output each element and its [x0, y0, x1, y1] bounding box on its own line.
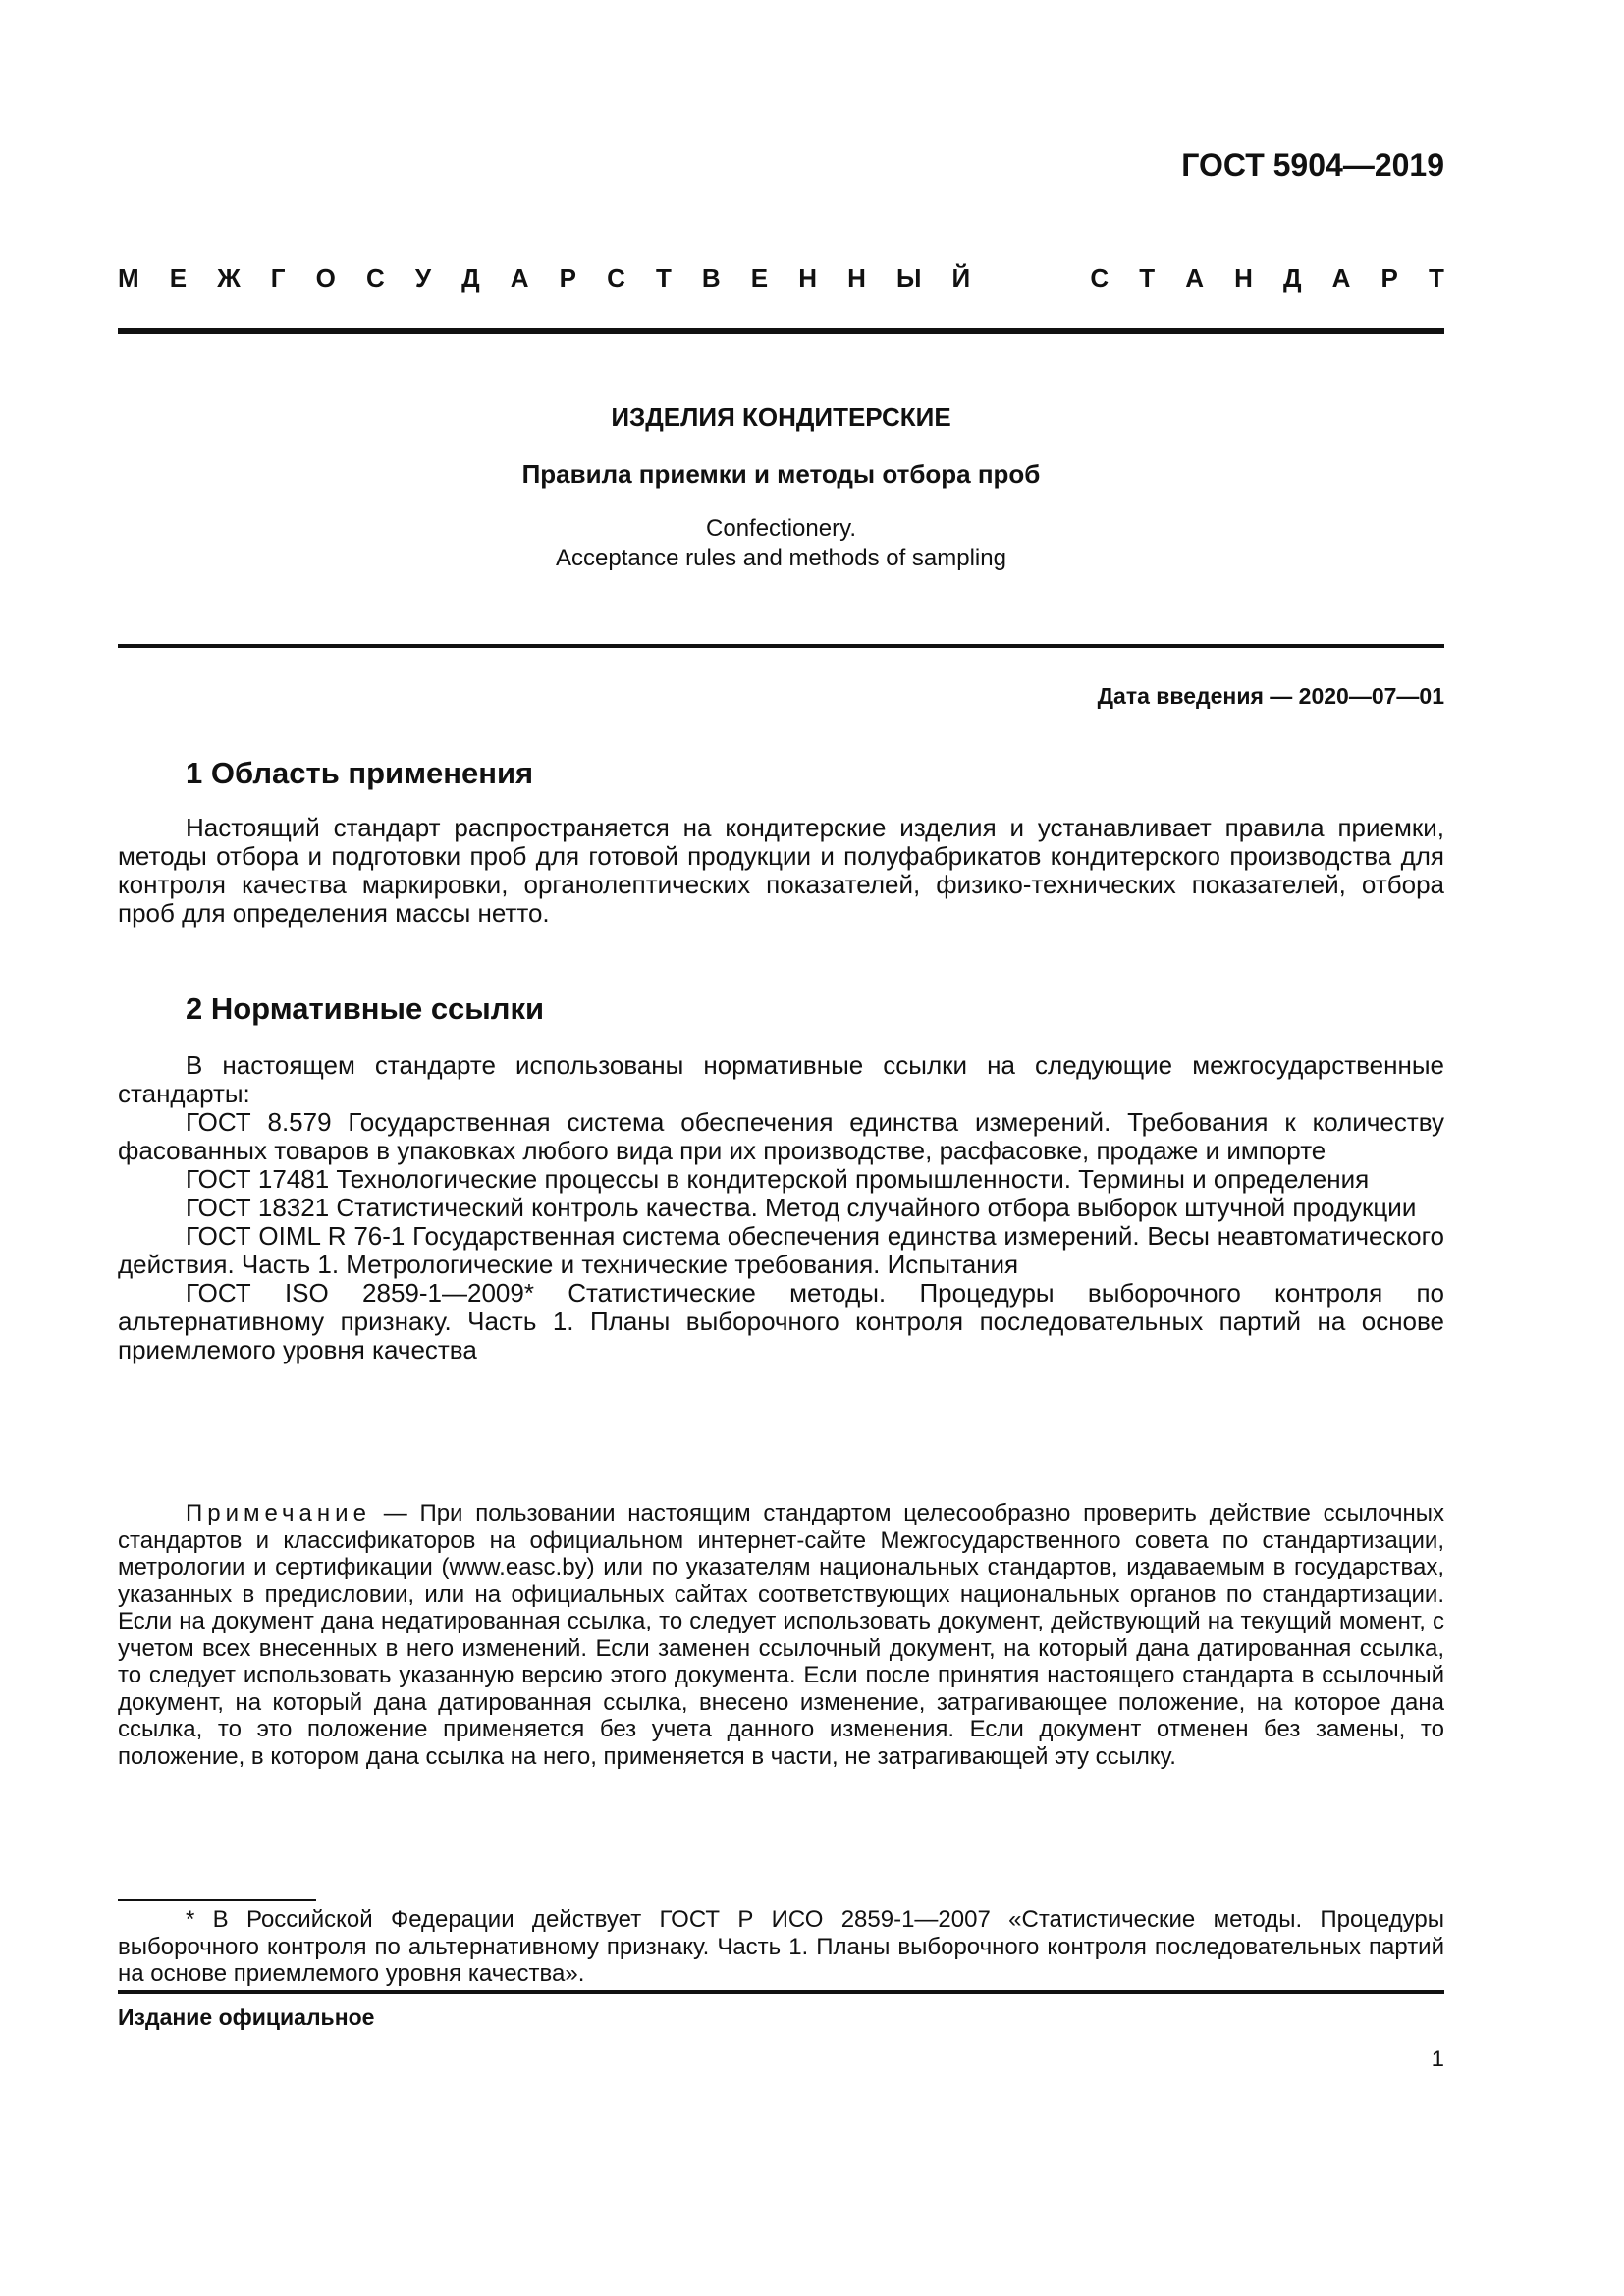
- footnote: * В Российской Федерации действует ГОСТ Р ИСО 2859-1—2007 «Статистические методы. Процедуры выборочного контроля по альтернативному признаку. Часть 1. Планы выборочного контроля последовательных партий на основе приемлемого уровня качества».: [118, 1906, 1444, 1987]
- section-2-heading: 2 Нормативные ссылки: [186, 991, 545, 1026]
- banner-letter: Т: [1139, 263, 1156, 293]
- reference-item: ГОСТ ISO 2859-1—2009* Статистические методы. Процедуры выборочного контроля по альтернативному признаку. Часть 1. Планы выборочного контроля последовательных партий на основе приемлемого уровня качества: [118, 1278, 1444, 1364]
- reference-item: ГОСТ 18321 Статистический контроль качества. Метод случайного отбора выборок штучной продукции: [186, 1193, 1417, 1222]
- banner-letter: Р: [1380, 263, 1398, 293]
- page-number: 1: [1431, 2046, 1444, 2072]
- banner-letter: Ы: [895, 263, 922, 293]
- standard-title: ИЗДЕЛИЯ КОНДИТЕРСКИЕ: [611, 402, 951, 432]
- banner-letter: О: [315, 263, 336, 293]
- banner-letter: С: [365, 263, 385, 293]
- banner-letter: А: [1331, 263, 1351, 293]
- introduction-date: Дата введения — 2020—07—01: [1097, 683, 1444, 709]
- footnote-divider: [118, 1899, 316, 1901]
- banner-letter: С: [607, 263, 625, 293]
- banner-letter: М: [118, 263, 139, 293]
- title-divider: [118, 644, 1444, 648]
- note-block: [118, 1500, 1444, 1770]
- banner-letter: У: [414, 263, 432, 293]
- banner-letter: Р: [559, 263, 576, 293]
- banner-letter: В: [701, 263, 721, 293]
- banner-letter: Е: [750, 263, 769, 293]
- banner-letter: Й: [951, 263, 971, 293]
- section-1-heading: 1 Область применения: [186, 756, 534, 790]
- reference-item: ГОСТ 8.579 Государственная система обеспечения единства измерений. Требования к количеству фасованных товаров в упаковках любого вида при их производстве, расфасовке, продаже и импорте: [118, 1107, 1444, 1165]
- english-title-line-2: Acceptance rules and methods of sampling: [556, 545, 1006, 571]
- interstate-standard-banner: [118, 263, 1444, 294]
- footer-divider: [118, 1990, 1444, 1994]
- note-text: — При пользовании настоящим стандартом целесообразно проверить действие ссылочных стандартов и классификаторов на официальном интернет-сайте Межгосударственного совета по стандартизации, метрологии и сертификации (www.easc.by) или по указателям национальных стандартов, издаваемым в государствах, указанных в предисловии, или на официальных сайтах соответствующих национальных органов по стандартизации. Если на документ дана недатированная ссылка, то следует использовать документ, действующий на текущий момент, с учетом всех внесенных в него изменений. Если заменен ссылочный документ, на который дана датированная ссылка, то следует использовать указанную версию этого документа. Если после принятия настоящего стандарта в ссылочный документ, на который дана датированная ссылка, внесено изменение, затрагивающее положение, на которое дана ссылка, то это положение применяется без учета данного изменения. Если документ отменен без замены, то положение, в котором дана ссылка на него, применяется в части, не затрагивающей эту ссылку.: [118, 1500, 1444, 1770]
- banner-letter: Д: [1283, 263, 1302, 293]
- reference-item: ГОСТ OIML R 76-1 Государственная система обеспечения единства измерений. Весы неавтоматического действия. Часть 1. Метрологические и технические требования. Испытания: [118, 1221, 1444, 1279]
- standard-subtitle: Правила приемки и методы отбора проб: [521, 459, 1041, 489]
- banner-letter: Н: [847, 263, 866, 293]
- banner-letter: Д: [461, 263, 480, 293]
- banner-letter: Т: [1428, 263, 1444, 293]
- banner-letter: А: [1185, 263, 1205, 293]
- section-1-text: Настоящий стандарт распространяется на кондитерские изделия и устанавливает правила приемки, методы отбора и подготовки проб для готовой продукции и полуфабрикатов кондитерского производства для контроля качества маркировки, органолептических показателей, физико-технических показателей, отбора проб для определения массы нетто.: [118, 813, 1444, 928]
- banner-letter: С: [1090, 263, 1110, 293]
- banner-letter: Н: [798, 263, 818, 293]
- banner-letter: Т: [655, 263, 672, 293]
- normative-references: [118, 1051, 1444, 1364]
- banner-letter: Е: [169, 263, 188, 293]
- banner-letter: А: [510, 263, 529, 293]
- document-number: ГОСТ 5904—2019: [1181, 147, 1444, 183]
- header-divider: [118, 328, 1444, 334]
- reference-item: ГОСТ 17481 Технологические процессы в кондитерской промышленности. Термины и определения: [186, 1164, 1370, 1194]
- section-2-intro: В настоящем стандарте использованы нормативные ссылки на следующие межгосударственные стандарты:: [118, 1050, 1444, 1108]
- banner-letter: Г: [270, 263, 286, 293]
- edition-label: Издание официальное: [118, 2004, 375, 2030]
- note-label: Примечание: [186, 1500, 371, 1526]
- english-title-line-1: Confectionery.: [706, 515, 856, 542]
- banner-letter: Н: [1234, 263, 1253, 293]
- banner-letter: Ж: [217, 263, 241, 293]
